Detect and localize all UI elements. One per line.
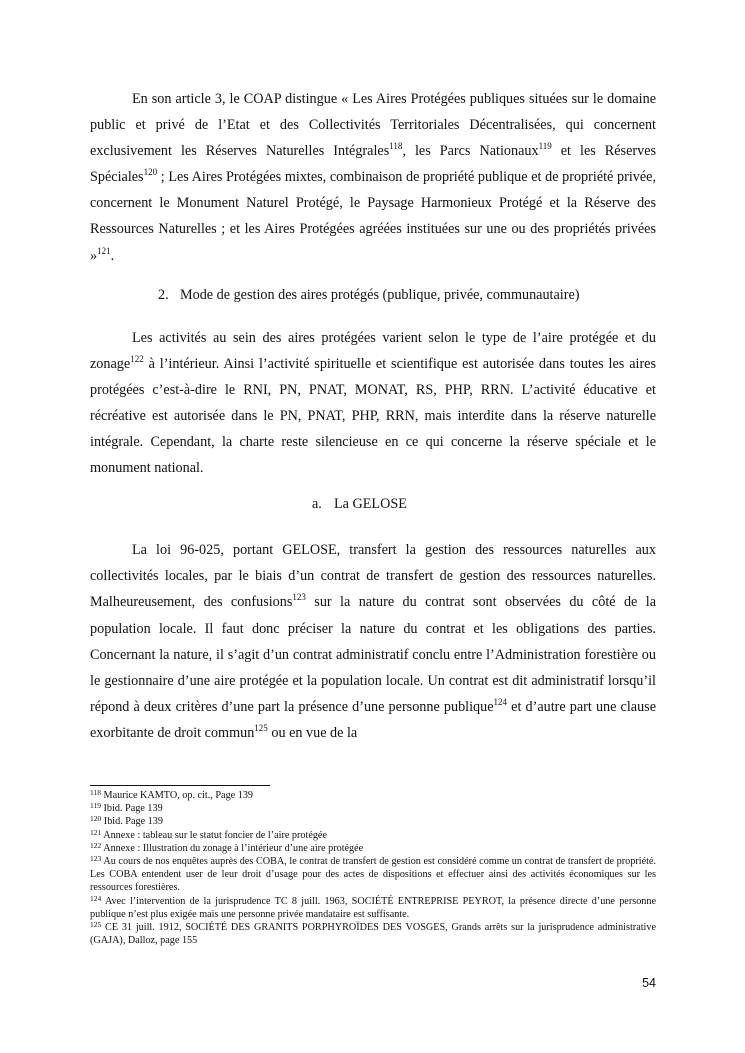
paragraph-activites-aires-protegees: Les activités au sein des aires protégées varient selon le type de l’aire protégée et du zonage$^{122}$ à l’intérieur. Ainsi l’activité spirituelle et scientifique est autorisée dans toutes les aires protégées c’est-à-dire le RNI, PN, PNAT, MONAT, RS, PHP, RRN. L’activité éducative et récréative est autorisée dans le PN, PNAT, PHP, RRN, mais interdite dans la réserve naturelle intégrale. Cependant, la charte reste silencieuse en ce qui concerne la réserve spéciale et le monument national.	[90, 329, 656, 477]
subsection-heading-gelose	[312, 495, 407, 513]
footnote-ref-124[interactable]: 124	[493, 696, 508, 707]
footnote-119: $^{119}$ Ibid. Page 139	[90, 801, 163, 815]
footnote-ref-123[interactable]: 123	[292, 592, 306, 603]
section-title: Mode de gestion des aires protégés (publique, privée, communautaire)	[180, 287, 580, 303]
footnote-ref-120[interactable]: 120	[143, 167, 158, 178]
footnotes	[90, 789, 656, 947]
footnote-118: $^{118}$ Maurice KAMTO, op. cit., Page 139	[90, 788, 254, 801]
subsection-title: La GELOSE	[334, 496, 407, 512]
footnote-124: $^{124}$ Avec l’intervention de la jurisprudence TC 8 juill. 1963, SOCIÉTÉ ENTREPRISE PEYROT, la présence directe d’une personne publique n’est plus exigée mais une personne privée mandataire est suffisante.	[90, 893, 656, 920]
page-number: 54	[642, 976, 656, 990]
paragraph-coap-article-3: En son article 3, le COAP distingue « Les Aires Protégées publiques situées sur le domaine public et privé de l’Etat et des Collectivités Territoriales Décentralisées, qui concernent exclusivement les Réserves Naturelles Intégrales$^{118}$, les Parcs Nationaux$^{119}$ et les Réserves Spéciales$^{120}$ ; Les Aires Protégées mixtes, combinaison de propriété publique et de propriété privée, concernent le Monument Naturel Protégé, le Paysage Harmonieux Protégé et la Réserve des Ressources Naturelles ; et les Aires Protégées agréées instituées sur une ou des propriétés privées »$^{121}$.	[90, 91, 657, 264]
footnote-ref-119[interactable]: 119	[538, 141, 552, 152]
section-heading-mode-de-gestion	[158, 286, 580, 304]
subsection-letter: a.	[312, 496, 322, 512]
footnote-ref-122[interactable]: 122	[130, 353, 144, 364]
footnote-ref-118[interactable]: 118	[389, 141, 403, 152]
footnote-ref-121[interactable]: 121	[97, 245, 111, 256]
footnote-ref-125[interactable]: 125	[254, 722, 268, 733]
body-text	[90, 86, 656, 746]
footnote-121: $^{121}$ Annexe : tableau sur le statut foncier de l’aire protégée	[90, 827, 327, 841]
paragraph-gelose: La loi 96-025, portant GELOSE, transfert la gestion des ressources naturelles aux collectivités locales, par le biais d’un contrat de transfert de gestion des ressources naturelles. Malheureusement, des confusions$^{123}$ sur la nature du contrat sont observées du côté de la population locale. Il faut donc préciser la nature du contrat et les obligations des parties. Concernant la nature, il s’agit d’un contrat administratif conclu entre l’Administration forestière ou le gestionnaire d’une aire protégée et la population locale. Un contrat est dit administratif lorsqu’il répond à deux critères d’une part la présence d’une personne publique$^{124}$ et d’autre part une clause exorbitante de droit commun$^{125}$ ou en vue de la	[90, 542, 656, 741]
footnote-120: $^{120}$ Ibid. Page 139	[90, 814, 163, 828]
footnote-separator	[90, 785, 270, 786]
footnote-122: $^{122}$ Annexe : Illustration du zonage à l’intérieur d’une aire protégée	[90, 840, 364, 854]
footnote-123: $^{123}$ Au cours de nos enquêtes auprès des COBA, le contrat de transfert de gestion est considéré comme un contrat de transfert de propriété. Les COBA entendent user de leur droit d’usage pour des actes de dispositions et effectuer ainsi des activités économiques sur les ressources forestières.	[90, 854, 656, 894]
section-number: 2.	[158, 287, 169, 303]
footnote-125: $^{125}$ CE 31 juill. 1912, SOCIÉTÉ DES GRANITS PORPHYROÏDES DES VOSGES, Grands arrêts sur la jurisprudence administrative (GAJA), Dalloz, page 155	[90, 920, 656, 947]
